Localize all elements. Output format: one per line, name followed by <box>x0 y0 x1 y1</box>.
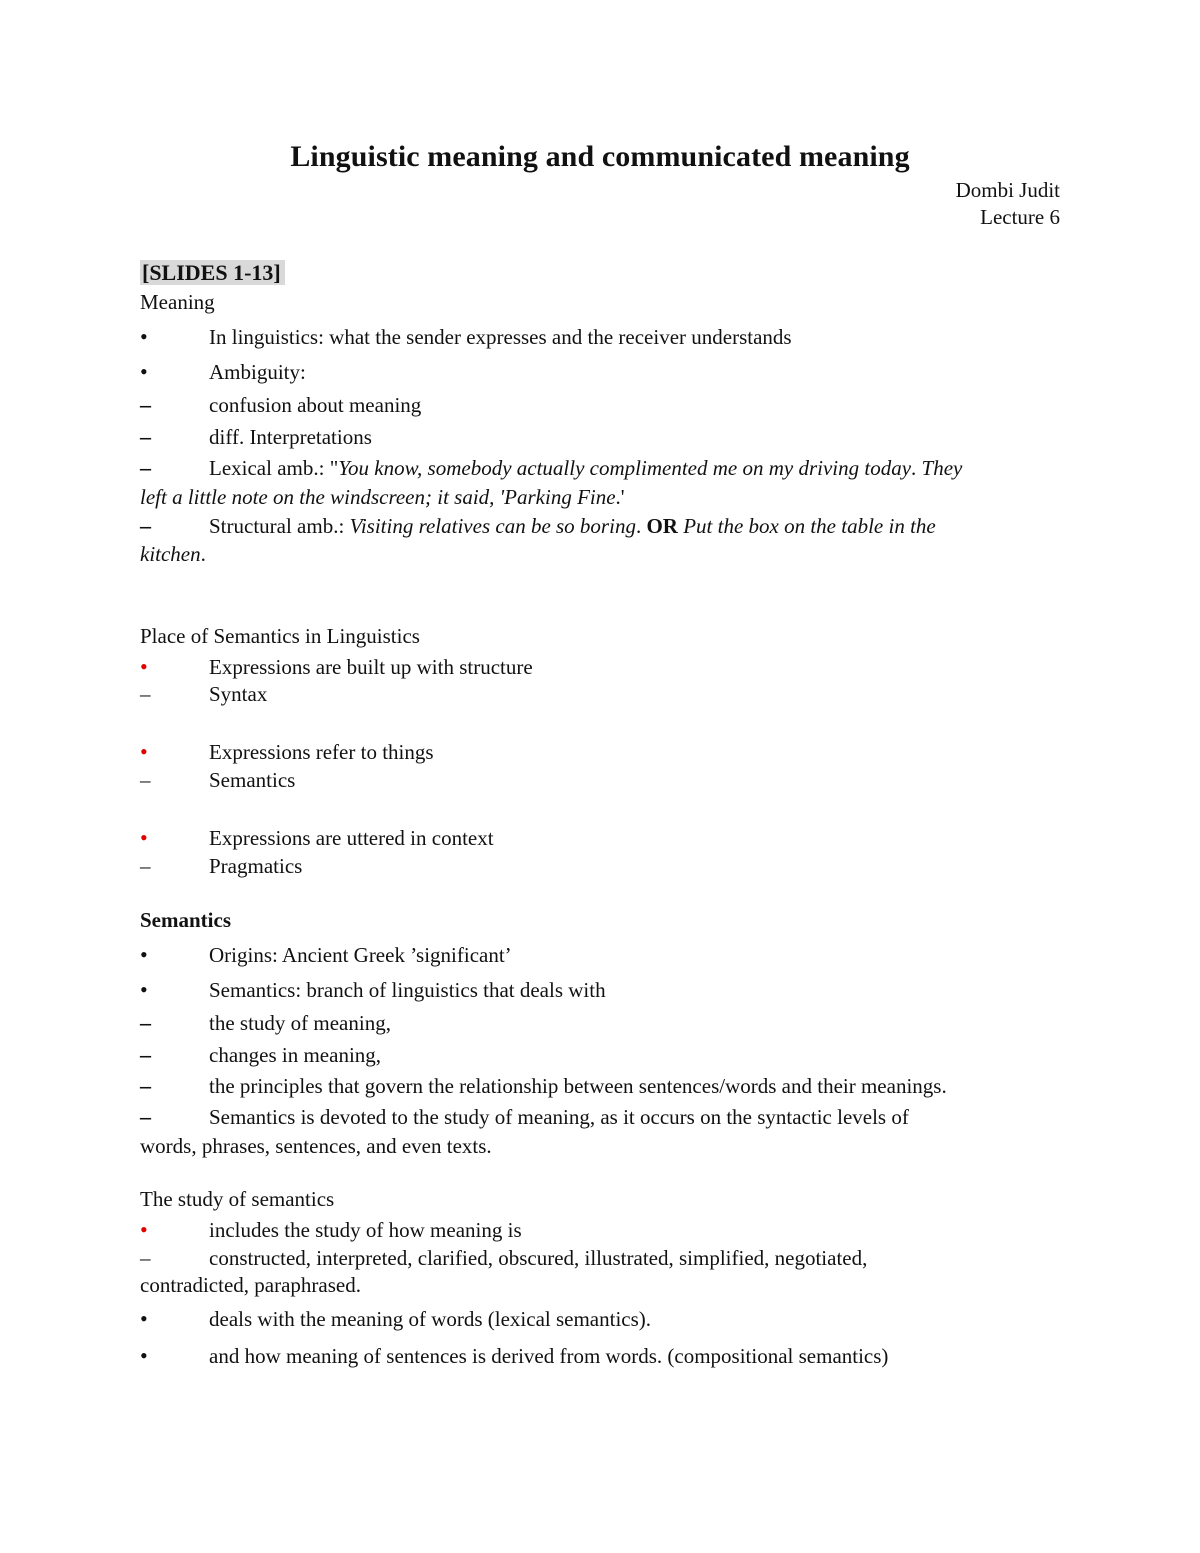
list-item-text: diff. Interpretations <box>209 425 372 449</box>
list-item-text: the study of meaning, <box>209 1011 391 1035</box>
list-item-text: Expressions refer to things <box>209 740 434 764</box>
red-bullet-icon: • <box>140 739 148 764</box>
period: . <box>615 485 621 509</box>
lexical-example-part2: They <box>916 456 963 480</box>
lexical-label: Lexical amb.: <box>209 456 330 480</box>
list-item-text: Expressions are uttered in context <box>209 826 494 850</box>
dash-icon: – <box>140 1010 151 1035</box>
dash-icon: – <box>140 1104 151 1129</box>
lexical-ambiguity-text <box>209 454 962 482</box>
list-item-text: includes the study of how meaning is <box>209 1218 522 1242</box>
dash-icon: – <box>140 392 151 417</box>
list-item-text: changes in meaning, <box>209 1043 382 1067</box>
list-item-text: Pragmatics <box>209 854 303 878</box>
structural-example1: Visiting relatives can be so boring <box>349 514 636 538</box>
red-bullet-icon: • <box>140 654 148 679</box>
list-item-text: Semantics <box>209 768 296 792</box>
dash-icon: – <box>140 1246 151 1270</box>
dash-icon: – <box>140 455 151 480</box>
bullet-icon: • <box>140 942 148 967</box>
lecture-number: Lecture 6 <box>980 205 1060 229</box>
red-bullet-icon: • <box>140 1217 148 1242</box>
dash-icon: – <box>140 1042 151 1067</box>
list-item-text: confusion about meaning <box>209 393 422 417</box>
bullet-icon: • <box>140 359 148 384</box>
list-item-text: Origins: Ancient Greek ’significant’ <box>209 943 512 967</box>
quote-close: ' <box>620 485 625 509</box>
dash-icon: – <box>140 682 151 706</box>
structural-example2-line2: kitchen <box>140 542 201 566</box>
section-heading-meaning: Meaning <box>140 290 215 314</box>
bullet-icon: • <box>140 1343 148 1368</box>
dash-icon: – <box>140 513 151 538</box>
dash-icon: – <box>140 424 151 449</box>
list-item-text: the principles that govern the relationship between sentences/words and their meanings. <box>209 1074 947 1098</box>
red-bullet-icon: • <box>140 825 148 850</box>
list-item-text: Semantics: branch of linguistics that deals with <box>209 978 606 1002</box>
list-item-text: Expressions are built up with structure <box>209 655 533 679</box>
structural-ambiguity-continuation <box>140 540 206 568</box>
dash-icon: – <box>140 1073 151 1098</box>
structural-label: Structural amb.: <box>209 514 350 538</box>
list-item-continuation: contradicted, paraphrased. <box>140 1273 361 1297</box>
structural-example2: Put the box on the table in the <box>683 514 936 538</box>
list-item-text: In linguistics: what the sender expresses and the receiver understands <box>209 325 792 349</box>
list-item-text: Ambiguity: <box>209 360 306 384</box>
quote-open: " <box>329 456 339 480</box>
dash-icon: – <box>140 854 151 878</box>
lexical-example-line2: left a little note on the windscreen; it said, 'Parking Fine <box>140 485 616 509</box>
list-item-continuation: words, phrases, sentences, and even texts. <box>140 1134 492 1158</box>
lexical-ambiguity-continuation <box>140 483 625 511</box>
section-heading-study-of-semantics: The study of semantics <box>140 1187 335 1211</box>
author-name: Dombi Judit <box>955 178 1060 202</box>
structural-ambiguity-text <box>209 512 936 540</box>
list-item-text: and how meaning of sentences is derived from words. (compositional semantics) <box>209 1344 889 1368</box>
or-connector: OR <box>641 514 684 538</box>
slides-tag: [SLIDES 1-13] <box>140 260 285 285</box>
section-heading-place-of-semantics: Place of Semantics in Linguistics <box>140 624 420 648</box>
slides-tag-line <box>140 259 1060 287</box>
list-item-text: constructed, interpreted, clarified, obscured, illustrated, simplified, negotiated, <box>209 1246 868 1270</box>
period: . <box>635 514 642 538</box>
bullet-icon: • <box>140 1306 148 1331</box>
list-item-text: Syntax <box>209 682 268 706</box>
document-title: Linguistic meaning and communicated meaning <box>290 140 910 173</box>
period: . <box>911 456 917 480</box>
lexical-example-part1: You know, somebody actually complimented me on my driving today <box>338 456 912 480</box>
bullet-icon: • <box>140 324 148 349</box>
section-heading-semantics: Semantics <box>140 908 231 932</box>
list-item-text: Semantics is devoted to the study of meaning, as it occurs on the syntactic levels of <box>209 1105 909 1129</box>
list-item-text: deals with the meaning of words (lexical semantics). <box>209 1307 652 1331</box>
period: . <box>200 542 206 566</box>
dash-icon: – <box>140 768 151 792</box>
bullet-icon: • <box>140 977 148 1002</box>
